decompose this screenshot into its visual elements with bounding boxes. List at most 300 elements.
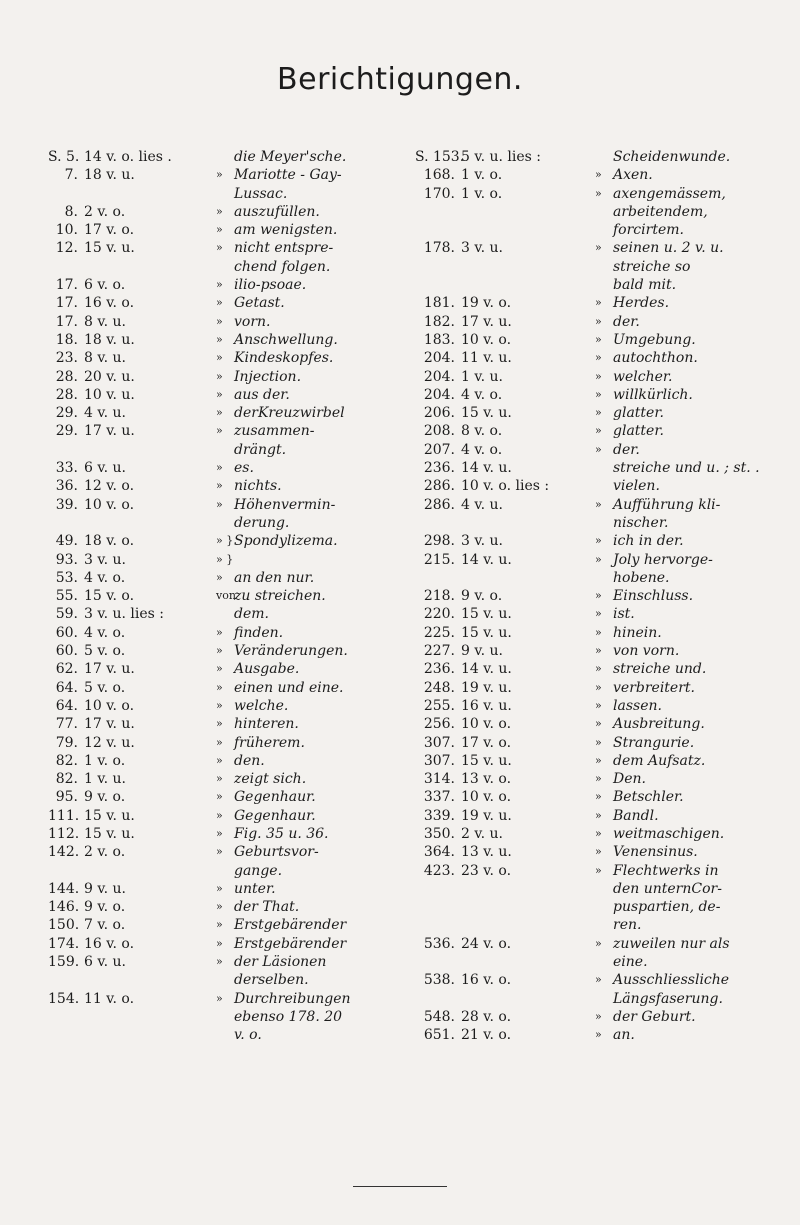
correction-row: [48, 605, 393, 623]
lies-mark: »: [216, 881, 223, 895]
correction-text: drängt.: [234, 441, 287, 458]
line-ref: 18 v. u.: [84, 331, 135, 348]
line-ref: 18 v. o.: [84, 533, 135, 550]
page-number: 236.: [423, 661, 455, 678]
correction-text: glatter.: [613, 405, 664, 422]
correction-row: [415, 148, 775, 166]
lies-mark: »: [595, 826, 602, 840]
lies-mark: »: [595, 497, 602, 511]
line-ref: 16 v. o.: [84, 935, 135, 952]
line-ref: 8 v. u.: [84, 350, 126, 367]
line-ref: 15 v. u.: [84, 807, 135, 824]
line-ref: 1 v. o.: [84, 752, 126, 769]
line-ref: 5 v. o.: [84, 643, 126, 660]
correction-text: nischer.: [613, 514, 669, 531]
correction-text: aus der.: [234, 386, 290, 403]
page-number: 60.: [55, 643, 78, 660]
lies-mark: »: [216, 662, 223, 676]
page-number: 28.: [55, 386, 78, 403]
line-ref: 9 v. u.: [84, 880, 126, 897]
correction-text: gange.: [234, 862, 283, 879]
page-number: 12.: [55, 240, 78, 257]
page-number: 256.: [423, 716, 455, 733]
correction-row: [415, 386, 775, 404]
correction-text: glatter.: [613, 423, 664, 440]
correction-row: [48, 971, 393, 989]
lies-mark: »: [595, 644, 602, 658]
lies-mark: »: [595, 625, 602, 639]
lies-mark: »: [216, 936, 223, 950]
lies-mark: »: [216, 278, 223, 292]
lies-mark: »: [216, 698, 223, 712]
page-number: 183.: [423, 331, 455, 348]
correction-row: [415, 825, 775, 843]
correction-row: [48, 368, 393, 386]
page-number: 314.: [423, 771, 455, 788]
lies-mark: »: [595, 534, 602, 548]
page-number: 364.: [423, 844, 455, 861]
correction-row: [415, 294, 775, 312]
line-ref: 3 v. u.: [461, 240, 503, 257]
page-number: 548.: [423, 1008, 455, 1025]
line-ref: 1 v. o.: [461, 185, 503, 202]
correction-text: Strangurie.: [613, 734, 695, 751]
correction-text: puspartien, de-: [613, 899, 721, 916]
correction-row: [48, 276, 393, 294]
lies-mark: »: [595, 936, 602, 950]
correction-row: [415, 770, 775, 788]
page-number: 8.: [64, 203, 78, 220]
page-number: 93.: [55, 551, 78, 568]
page-number: 17.: [55, 295, 78, 312]
correction-row: [415, 569, 775, 587]
lies-mark: »: [595, 406, 602, 420]
lies-mark: »: [216, 424, 223, 438]
correction-row: [415, 862, 775, 880]
page-number: 206.: [423, 405, 455, 422]
line-ref: 15 v. u.: [461, 752, 512, 769]
lies-mark: »: [216, 241, 223, 255]
lies-mark: »: [216, 479, 223, 493]
lies-mark: »: [595, 296, 602, 310]
page-number: 53.: [55, 569, 78, 586]
correction-row: [48, 825, 393, 843]
correction-row: [48, 624, 393, 642]
line-ref: 15 v. u.: [84, 825, 135, 842]
correction-text: seinen u. 2 v. u.: [613, 240, 724, 257]
correction-text: willkürlich.: [613, 386, 693, 403]
lies-mark: »: [595, 680, 602, 694]
correction-row: [48, 514, 393, 532]
page-number: 142.: [48, 844, 80, 861]
correction-row: [415, 185, 775, 203]
correction-text: Injection.: [234, 368, 302, 385]
lies-mark: »: [216, 790, 223, 804]
page-number: 174.: [48, 935, 80, 952]
correction-row: [48, 532, 393, 550]
correction-row: [415, 990, 775, 1008]
page-number: 59.: [55, 606, 78, 623]
correction-text: Fig. 35 u. 36.: [234, 825, 329, 842]
correction-text: Einschluss.: [613, 588, 694, 605]
page-number: 18.: [55, 331, 78, 348]
page-number: 55.: [55, 588, 78, 605]
line-ref: 3 v. u. lies :: [84, 606, 165, 623]
correction-text: Erstgebärender: [234, 917, 347, 934]
correction-row: [48, 953, 393, 971]
page-number: 49.: [55, 533, 78, 550]
correction-text: hobene.: [613, 569, 670, 586]
page-number: 215.: [423, 551, 455, 568]
correction-text: Joly hervorge-: [613, 551, 713, 568]
lies-mark: »: [595, 1028, 602, 1042]
correction-row: [415, 788, 775, 806]
page-number: 182.: [423, 313, 455, 330]
page-number: 62.: [55, 661, 78, 678]
correction-text: vorn.: [234, 313, 271, 330]
line-ref: 2 v. o.: [84, 844, 126, 861]
line-ref: 4 v. o.: [461, 441, 503, 458]
correction-row: [415, 935, 775, 953]
line-ref: 10 v. o.: [461, 789, 512, 806]
correction-row: [415, 239, 775, 257]
lies-mark: »: [216, 369, 223, 383]
line-ref: 11 v. o.: [84, 990, 135, 1007]
line-ref: 15 v. u.: [84, 240, 135, 257]
correction-text: einen und eine.: [234, 679, 344, 696]
correction-row: [48, 642, 393, 660]
correction-text: am wenigsten.: [234, 222, 338, 239]
page-number: 255.: [423, 697, 455, 714]
line-ref: 14 v. u.: [461, 661, 512, 678]
page-number: 17.: [55, 277, 78, 294]
lies-mark: »: [216, 387, 223, 401]
page-number: 36.: [55, 478, 78, 495]
correction-text: Ausbreitung.: [613, 716, 705, 733]
lies-mark: »: [216, 991, 223, 1005]
correction-text: auszufüllen.: [234, 203, 320, 220]
correction-row: [415, 441, 775, 459]
page-number: 60.: [55, 624, 78, 641]
correction-text: verbreitert.: [613, 679, 695, 696]
correction-row: [48, 441, 393, 459]
line-ref: 17 v. u.: [84, 661, 135, 678]
lies-mark: »: [216, 717, 223, 731]
line-ref: 10 v. o.: [461, 716, 512, 733]
correction-text: weitmaschigen.: [613, 825, 725, 842]
correction-text: hinteren.: [234, 716, 299, 733]
line-ref: 8 v. o.: [461, 423, 503, 440]
correction-text: Mariotte - Gay-: [234, 167, 342, 184]
correction-text: Flechtwerks in: [613, 862, 719, 879]
page-number: 286.: [423, 478, 455, 495]
lies-mark: »: [595, 607, 602, 621]
correction-row: [415, 624, 775, 642]
page-number: 178.: [423, 240, 455, 257]
line-ref: 17 v. u.: [84, 716, 135, 733]
page-number: 150.: [48, 917, 80, 934]
page-number: 146.: [48, 899, 80, 916]
lies-mark: »: [216, 900, 223, 914]
correction-row: [48, 679, 393, 697]
correction-text: unter.: [234, 880, 276, 897]
correction-row: [415, 496, 775, 514]
correction-text: Axen.: [613, 167, 653, 184]
correction-row: [48, 697, 393, 715]
correction-text: früherem.: [234, 734, 305, 751]
page-number: 307.: [423, 734, 455, 751]
correction-row: [415, 477, 775, 495]
lies-mark: »: [595, 241, 602, 255]
line-ref: 19 v. u.: [461, 807, 512, 824]
correction-row: [415, 734, 775, 752]
line-ref: 4 v. u.: [461, 496, 503, 513]
page-number: 207.: [423, 441, 455, 458]
correction-row: [48, 349, 393, 367]
correction-row: [415, 404, 775, 422]
lies-mark: »: [595, 717, 602, 731]
correction-text: Bandl.: [613, 807, 659, 824]
line-ref: 9 v. o.: [84, 899, 126, 916]
correction-text: Höhenvermin-: [234, 496, 336, 513]
correction-text: dem Aufsatz.: [613, 752, 706, 769]
line-ref: 1 v. u.: [461, 368, 503, 385]
line-ref: 12 v. u.: [84, 734, 135, 751]
line-ref: 2 v. u.: [461, 825, 503, 842]
page-number: 170.: [423, 185, 455, 202]
lies-mark: »: [216, 772, 223, 786]
correction-text: autochthon.: [613, 350, 698, 367]
correction-text: Geburtsvor-: [234, 844, 319, 861]
page-number: 538.: [423, 972, 455, 989]
correction-text: vielen.: [613, 478, 660, 495]
correction-text: Erstgebärender: [234, 935, 347, 952]
page-number: 154.: [48, 990, 80, 1007]
correction-text: derKreuzwirbel: [234, 405, 345, 422]
correction-text: Umgebung.: [613, 331, 696, 348]
correction-text: axengemässem,: [613, 185, 726, 202]
line-ref: 3 v. u.: [461, 533, 503, 550]
correction-row: [48, 166, 393, 184]
lies-mark: »: [595, 772, 602, 786]
lies-mark: von: [216, 589, 236, 603]
line-ref: 4 v. u.: [84, 405, 126, 422]
lies-mark: »: [595, 332, 602, 346]
page-number: 159.: [48, 954, 80, 971]
page-number: 536.: [423, 935, 455, 952]
correction-row: [415, 660, 775, 678]
correction-text: welche.: [234, 697, 289, 714]
correction-row: [48, 422, 393, 440]
correction-text: streiche und.: [613, 661, 707, 678]
line-ref: 17 v. u.: [461, 313, 512, 330]
correction-text: streiche so: [613, 258, 691, 275]
lies-mark: »: [216, 314, 223, 328]
line-ref: 14 v. u.: [461, 460, 512, 477]
page-number: 236.: [423, 460, 455, 477]
page-number: 144.: [48, 880, 80, 897]
correction-text: lassen.: [613, 697, 662, 714]
correction-text: nichts.: [234, 478, 282, 495]
correction-row: [415, 349, 775, 367]
line-ref: 5 v. u. lies :: [461, 149, 542, 165]
line-ref: 15 v. o.: [84, 588, 135, 605]
correction-row: [415, 843, 775, 861]
correction-row: [415, 916, 775, 934]
line-ref: 17 v. o.: [461, 734, 512, 751]
correction-text: Aufführung kli-: [613, 496, 721, 513]
lies-mark: »: [216, 753, 223, 767]
line-ref: 19 v. u.: [461, 679, 512, 696]
lies-mark: »: [216, 406, 223, 420]
correction-text: eine.: [613, 954, 648, 971]
lies-mark: »: [595, 589, 602, 603]
correction-row: [415, 313, 775, 331]
line-ref: 19 v. o.: [461, 295, 512, 312]
correction-text: Herdes.: [613, 295, 670, 312]
page-number: 82.: [55, 771, 78, 788]
lies-mark: »: [595, 1009, 602, 1023]
line-ref: 23 v. o.: [461, 862, 512, 879]
correction-text: Veränderungen.: [234, 643, 348, 660]
line-ref: 18 v. u.: [84, 167, 135, 184]
correction-text: an.: [613, 1027, 635, 1044]
lies-mark: »: [216, 826, 223, 840]
correction-row: [48, 587, 393, 605]
lies-mark: »: [216, 680, 223, 694]
correction-text: Betschler.: [613, 789, 684, 806]
correction-row: [48, 258, 393, 276]
lies-mark: »: [595, 808, 602, 822]
page-number: 39.: [55, 496, 78, 513]
page-number: 218.: [423, 588, 455, 605]
lies-mark: »: [216, 570, 223, 584]
correction-text: chend folgen.: [234, 258, 331, 275]
line-ref: 10 v. o. lies :: [461, 478, 550, 495]
page-number: S. 5.: [48, 149, 80, 165]
correction-text: den.: [234, 752, 265, 769]
line-ref: 12 v. o.: [84, 478, 135, 495]
lies-mark: »: [216, 955, 223, 969]
page-number: S. 153.: [415, 149, 465, 165]
correction-row: [415, 752, 775, 770]
correction-text: der.: [613, 441, 640, 458]
lies-mark: »: [595, 186, 602, 200]
line-ref: 3 v. u.: [84, 551, 126, 568]
correction-row: [48, 898, 393, 916]
lies-mark: »: [595, 552, 602, 566]
lies-mark: »: [216, 351, 223, 365]
correction-text: der Läsionen: [234, 954, 327, 971]
correction-text: ist.: [613, 606, 635, 623]
correction-row: [415, 514, 775, 532]
correction-text: zuweilen nur als: [613, 935, 730, 952]
correction-text: der That.: [234, 899, 300, 916]
correction-text: arbeitendem,: [613, 203, 708, 220]
correction-row: [415, 953, 775, 971]
line-ref: 4 v. o.: [461, 386, 503, 403]
correction-text: der.: [613, 313, 640, 330]
page-number: 307.: [423, 752, 455, 769]
correction-row: [415, 368, 775, 386]
correction-text: welcher.: [613, 368, 673, 385]
page-number: 7.: [64, 167, 78, 184]
line-ref: 4 v. o.: [84, 569, 126, 586]
correction-row: [415, 221, 775, 239]
correction-text: Lussac.: [234, 185, 288, 202]
lies-mark: »: [595, 753, 602, 767]
page-number: 168.: [423, 167, 455, 184]
lies-mark: »: [216, 625, 223, 639]
line-ref: 24 v. o.: [461, 935, 512, 952]
lies-mark: »: [595, 369, 602, 383]
correction-row: [415, 166, 775, 184]
correction-text: derung.: [234, 514, 290, 531]
lies-mark: »: [216, 918, 223, 932]
line-ref: 4 v. o.: [84, 624, 126, 641]
correction-text: forcirtem.: [613, 222, 684, 239]
corrections-right-column: [415, 148, 775, 1045]
lies-mark: »: [595, 735, 602, 749]
page-number: 82.: [55, 752, 78, 769]
correction-row: [48, 404, 393, 422]
line-ref: 10 v. o.: [84, 496, 135, 513]
line-ref: 16 v. u.: [461, 697, 512, 714]
line-ref: 9 v. u.: [461, 643, 503, 660]
lies-mark: »: [216, 332, 223, 346]
correction-row: [48, 221, 393, 239]
page-number: 95.: [55, 789, 78, 806]
line-ref: 21 v. o.: [461, 1027, 512, 1044]
line-ref: 10 v. o.: [461, 331, 512, 348]
page-number: 248.: [423, 679, 455, 696]
lies-mark: » }: [216, 534, 234, 548]
correction-text: hinein.: [613, 624, 662, 641]
lies-mark: »: [595, 863, 602, 877]
line-ref: 5 v. o.: [84, 679, 126, 696]
correction-text: zu streichen.: [234, 588, 326, 605]
page-number: 204.: [423, 368, 455, 385]
line-ref: 9 v. o.: [84, 789, 126, 806]
correction-text: den unternCor-: [613, 880, 722, 897]
correction-row: [415, 203, 775, 221]
correction-text: Gegenhaur.: [234, 807, 316, 824]
line-ref: 13 v. u.: [461, 844, 512, 861]
correction-text: zusammen-: [234, 423, 315, 440]
lies-mark: »: [595, 845, 602, 859]
correction-row: [48, 496, 393, 514]
line-ref: 10 v. o.: [84, 697, 135, 714]
page-number: 298.: [423, 533, 455, 550]
correction-text: Den.: [613, 771, 646, 788]
correction-row: [48, 843, 393, 861]
line-ref: 6 v. u.: [84, 954, 126, 971]
line-ref: 16 v. o.: [84, 295, 135, 312]
line-ref: 10 v. u.: [84, 386, 135, 403]
line-ref: 17 v. u.: [84, 423, 135, 440]
correction-row: [48, 313, 393, 331]
page-number: 181.: [423, 295, 455, 312]
correction-row: [415, 1008, 775, 1026]
correction-text: Spondylizema.: [234, 533, 338, 550]
page-number: 208.: [423, 423, 455, 440]
correction-row: [48, 990, 393, 1008]
page-number: 286.: [423, 496, 455, 513]
line-ref: 7 v. o.: [84, 917, 126, 934]
lies-mark: »: [595, 698, 602, 712]
page-number: 10.: [55, 222, 78, 239]
correction-text: von vorn.: [613, 643, 680, 660]
